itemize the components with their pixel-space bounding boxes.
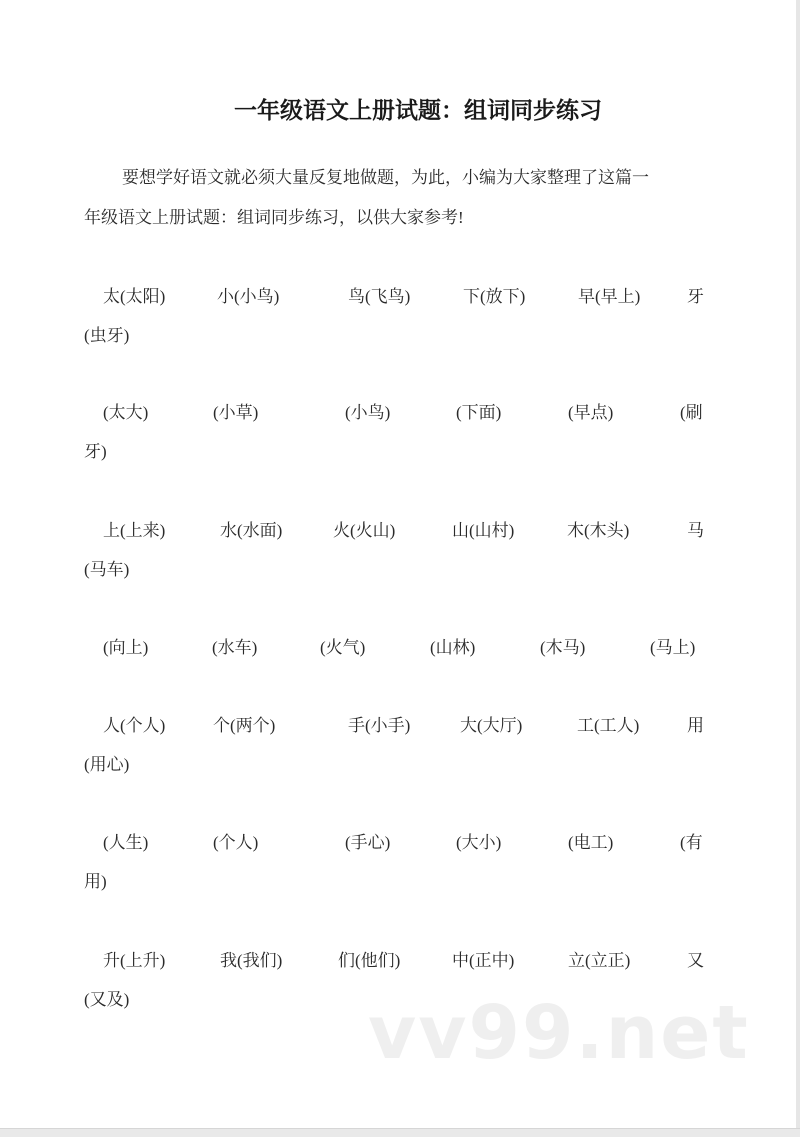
word-item: (山林)	[430, 638, 476, 657]
intro-paragraph-line-2: 年级语文上册试题：组词同步练习，以供大家参考!	[84, 208, 464, 227]
word-item: (火气)	[320, 638, 366, 657]
word-item: 立(立正)	[568, 951, 631, 970]
word-item: 又	[687, 951, 704, 970]
word-item-continuation: (虫牙)	[84, 326, 130, 345]
document-title: 一年级语文上册试题：组词同步练习	[234, 98, 602, 124]
word-item: (小鸟)	[345, 403, 391, 422]
page-edge-bottom	[0, 1128, 800, 1137]
word-item: 我(我们)	[220, 951, 283, 970]
word-item: 大(大厅)	[460, 716, 523, 735]
intro-paragraph-line-1: 要想学好语文就必须大量反复地做题，为此，小编为大家整理了这篇一	[122, 168, 649, 187]
watermark-logo: vv99.net	[368, 990, 750, 1076]
word-item: 下(放下)	[463, 287, 526, 306]
word-item: 小(小鸟)	[217, 287, 280, 306]
word-item: 水(水面)	[220, 521, 283, 540]
word-item: (向上)	[103, 638, 149, 657]
word-item: (早点)	[568, 403, 614, 422]
word-item: 鸟(飞鸟)	[348, 287, 411, 306]
word-item: (大小)	[456, 833, 502, 852]
word-item: (个人)	[213, 833, 259, 852]
word-item: 中(正中)	[452, 951, 515, 970]
word-item: 山(山村)	[452, 521, 515, 540]
word-item: 升(上升)	[103, 951, 166, 970]
word-item: (马上)	[650, 638, 696, 657]
word-item: 手(小手)	[348, 716, 411, 735]
word-item: 马	[687, 521, 704, 540]
word-item: (下面)	[456, 403, 502, 422]
word-item: (有	[680, 833, 703, 852]
word-item: (电工)	[568, 833, 614, 852]
word-item-continuation: 牙)	[84, 442, 107, 461]
word-item-continuation: (马车)	[84, 560, 130, 579]
word-item: (木马)	[540, 638, 586, 657]
word-item: 火(火山)	[333, 521, 396, 540]
word-item: (手心)	[345, 833, 391, 852]
word-item: 工(工人)	[577, 716, 640, 735]
word-item: 个(两个)	[213, 716, 276, 735]
word-item: (人生)	[103, 833, 149, 852]
word-item: 木(木头)	[567, 521, 630, 540]
word-item-continuation: (用心)	[84, 755, 130, 774]
word-item: 牙	[687, 287, 704, 306]
word-item: 太(太阳)	[103, 287, 166, 306]
word-item: (水车)	[212, 638, 258, 657]
word-item: 人(个人)	[103, 716, 166, 735]
word-item: (太大)	[103, 403, 149, 422]
page-edge-right	[796, 0, 800, 1137]
word-item: (小草)	[213, 403, 259, 422]
word-item-continuation: 用)	[84, 872, 107, 891]
word-item: (刷	[680, 403, 703, 422]
word-item: 用	[687, 716, 704, 735]
word-item: 上(上来)	[103, 521, 166, 540]
word-item-continuation: (又及)	[84, 990, 130, 1009]
word-item: 们(他们)	[338, 951, 401, 970]
word-item: 早(早上)	[578, 287, 641, 306]
